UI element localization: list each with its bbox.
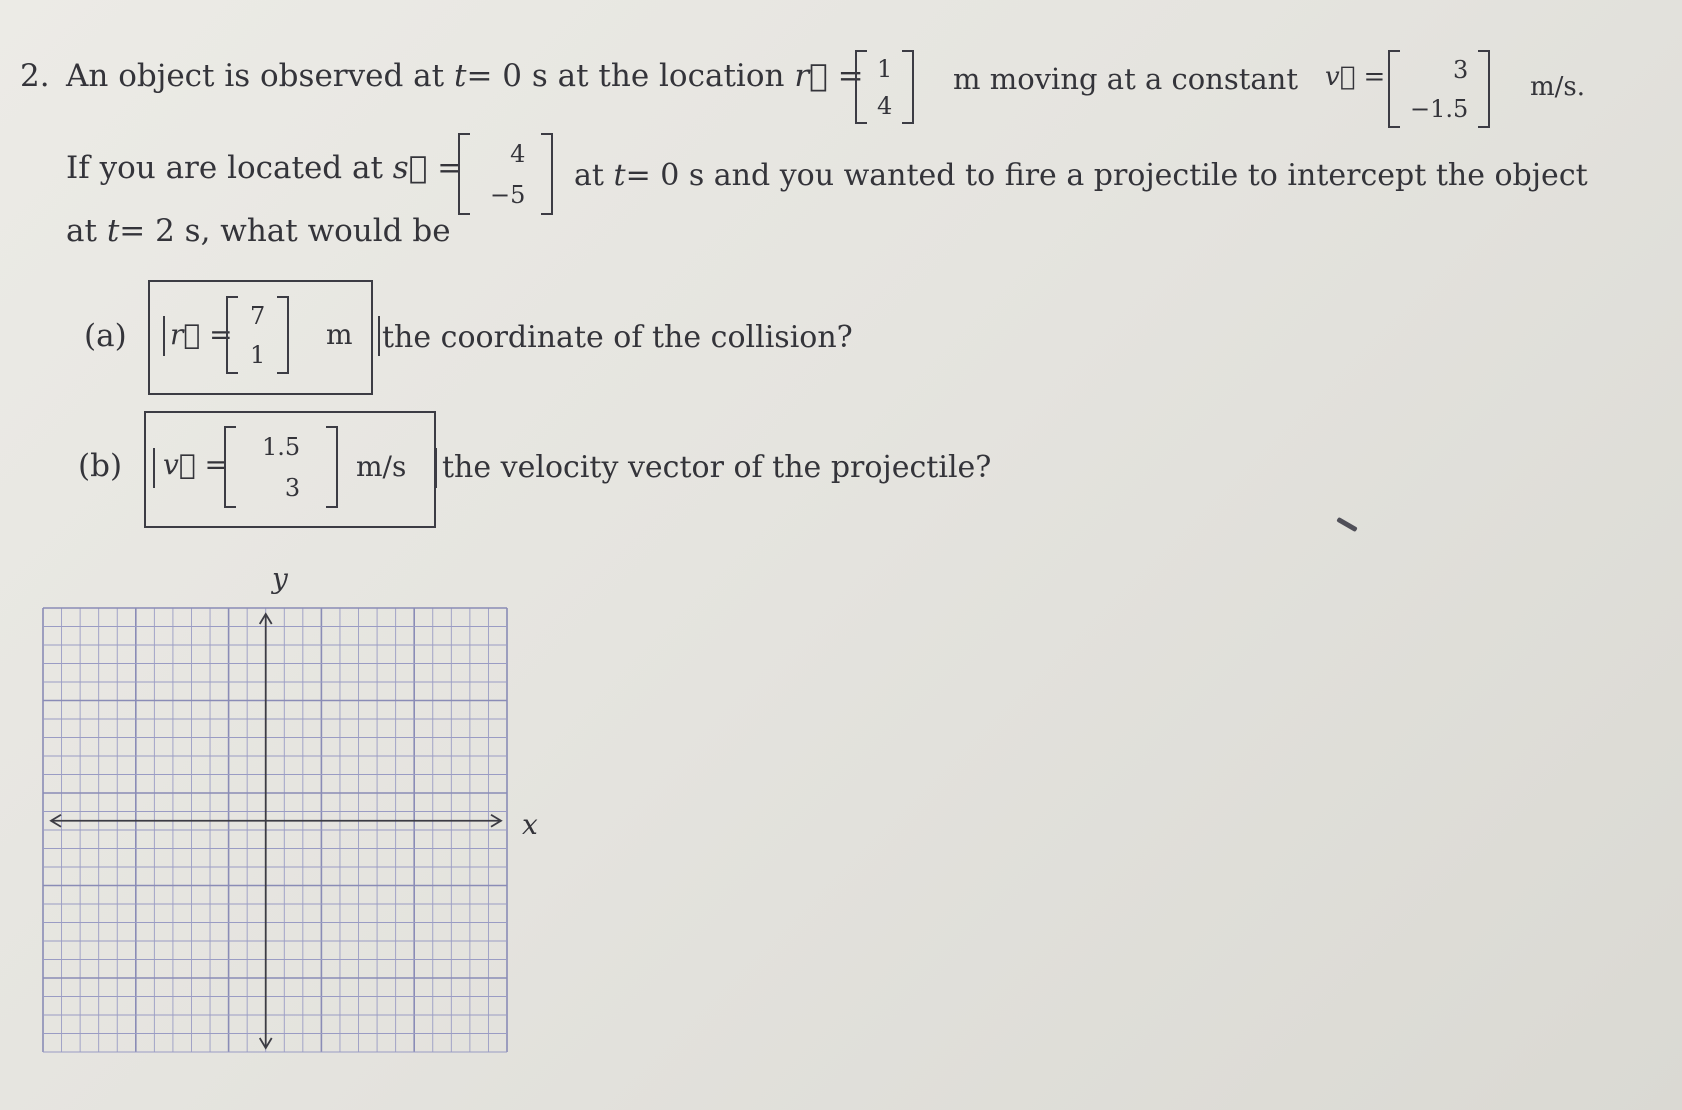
problem-line2-part-c: = 0 s and you wanted to fire a projectile to intercept the object — [625, 158, 1588, 193]
part-a-label: (a) — [84, 318, 127, 354]
time-symbol: t — [453, 58, 467, 94]
part-a-question: the coordinate of the collision? — [382, 320, 853, 355]
problem-line2-part-b: at — [574, 158, 604, 193]
part-b-unit: m/s — [356, 450, 407, 483]
shooter-position-matrix — [458, 133, 553, 215]
problem-line3-part-a: at — [66, 213, 97, 249]
part-b-answer-matrix — [224, 426, 338, 508]
matrix-entry: 4 — [510, 139, 526, 168]
matrix-entry: 1 — [250, 340, 266, 369]
problem-line2-text-b — [574, 158, 1588, 193]
part-a-box-divider — [163, 316, 165, 356]
matrix-entry: 1 — [877, 54, 893, 83]
part-b-label: (b) — [78, 448, 123, 484]
problem-line2-part-a: If you are located at — [66, 150, 383, 186]
shooter-vector-symbol: s⃗ = — [392, 150, 464, 186]
initial-position-matrix — [855, 50, 914, 124]
coordinate-grid — [40, 605, 510, 1055]
part-b-box-divider — [153, 448, 155, 488]
x-axis-label: x — [522, 808, 538, 841]
part-b-vector-symbol: v⃗ = — [163, 448, 228, 481]
problem-line1-part-c: m moving at a constant — [953, 62, 1298, 96]
velocity-vector-symbol: v⃗ = — [1325, 62, 1386, 92]
matrix-entry: 4 — [877, 91, 893, 120]
matrix-entry: 3 — [284, 473, 301, 502]
matrix-entry: −1.5 — [1410, 94, 1469, 123]
part-a-vector-symbol: r⃗ = — [170, 318, 233, 351]
time-symbol: t — [106, 213, 120, 249]
matrix-entry: −5 — [490, 180, 526, 209]
problem-number: 2. — [20, 58, 50, 94]
problem-line3-part-b: = 2 s, what would be — [119, 213, 451, 249]
problem-line1-text — [66, 58, 864, 94]
y-axis-label: y — [272, 562, 288, 595]
part-b-question: the velocity vector of the projectile? — [442, 450, 992, 485]
time-symbol: t — [613, 158, 626, 193]
object-velocity-matrix — [1388, 50, 1490, 128]
matrix-entry: 7 — [250, 301, 266, 330]
problem-line3-text — [66, 213, 451, 249]
problem-line1-part-a: An object is observed at — [66, 58, 445, 94]
pen-mark — [1336, 517, 1358, 532]
matrix-entry: 1.5 — [262, 432, 301, 461]
part-b-box-divider — [435, 448, 437, 488]
part-a-box-divider — [378, 316, 380, 356]
problem-line2-text — [66, 150, 463, 186]
matrix-entry: 3 — [1453, 55, 1469, 84]
position-vector-symbol: r⃗ = — [794, 58, 864, 94]
velocity-unit: m/s. — [1530, 72, 1586, 102]
part-a-unit: m — [326, 318, 353, 351]
part-a-answer-matrix — [226, 296, 289, 374]
problem-line1-part-b: = 0 s at the location — [466, 58, 785, 94]
